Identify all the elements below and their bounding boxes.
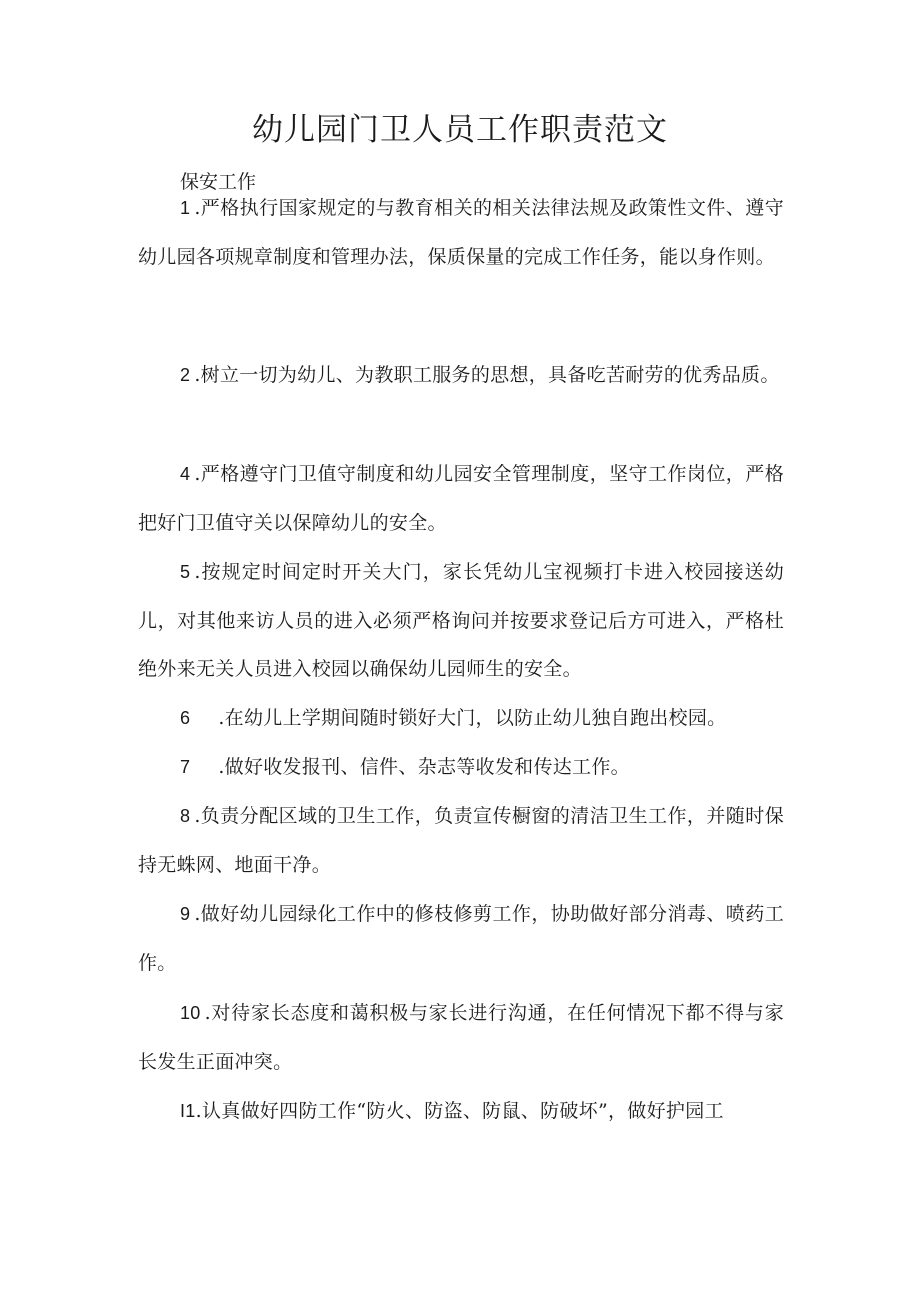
duty-item-5 — [138, 548, 784, 694]
item-number: 10 — [180, 1003, 201, 1023]
item-text: .按规定时间定时开关大门，家长凭幼儿宝视频打卡进入校园接送幼儿，对其他来访人员的进入必须严格询问并按要求登记后方可进入，严格杜绝外来无关人员进入校园以确保幼儿园师生的安全。 — [138, 561, 784, 681]
item-text: .严格执行国家规定的与教育相关的相关法律法规及政策性文件、遵守幼儿园各项规章制度和管理办法，保质保量的完成工作任务，能以身作则。 — [138, 197, 784, 268]
item-number: 5 — [180, 562, 191, 582]
item-text: .做好幼儿园绿化工作中的修枝修剪工作，协助做好部分消毒、喷药工作。 — [138, 903, 784, 974]
item-number: 2 — [180, 365, 191, 385]
item-number: 7 — [180, 757, 191, 777]
item-text: .严格遵守门卫值守制度和幼儿园安全管理制度，坚守工作岗位，严格把好门卫值守关以保障幼儿的安全。 — [138, 463, 784, 534]
duty-item-9 — [138, 890, 784, 987]
duty-item-6 — [138, 694, 784, 743]
item-number: I1 — [180, 1101, 196, 1121]
item-text: .对待家长态度和蔼积极与家长进行沟通，在任何情况下都不得与家长发生正面冲突。 — [138, 1002, 784, 1073]
duty-item-1 — [138, 184, 784, 281]
duty-item-11 — [138, 1087, 784, 1136]
item-number: 8 — [180, 806, 191, 826]
duty-item-10 — [138, 989, 784, 1086]
document-title: 幼儿园门卫人员工作职责范文 — [252, 112, 668, 148]
section-heading: 保安工作 — [180, 171, 257, 193]
duty-item-7 — [138, 743, 784, 792]
item-number: 9 — [180, 904, 191, 924]
item-number: 1 — [180, 198, 191, 218]
duty-item-8 — [138, 792, 784, 889]
item-number: 6 — [180, 708, 191, 728]
item-text: .负责分配区域的卫生工作，负责宣传橱窗的清洁卫生工作，并随时保持无蛛网、地面干净。 — [138, 805, 784, 876]
duty-item-4 — [138, 450, 784, 547]
item-text: .树立一切为幼儿、为教职工服务的思想，具备吃苦耐劳的优秀品质。 — [194, 364, 780, 386]
item-text: .做好收发报刊、信件、杂志等收发和传达工作。 — [218, 756, 630, 778]
duty-item-2 — [138, 351, 784, 400]
item-text: .认真做好四防工作“防火、防盗、防鼠、防破坏”，做好护园工 — [195, 1100, 724, 1122]
item-text: .在幼儿上学期间随时锁好大门，以防止幼儿独自跑出校园。 — [218, 707, 727, 729]
item-number: 4 — [180, 464, 191, 484]
